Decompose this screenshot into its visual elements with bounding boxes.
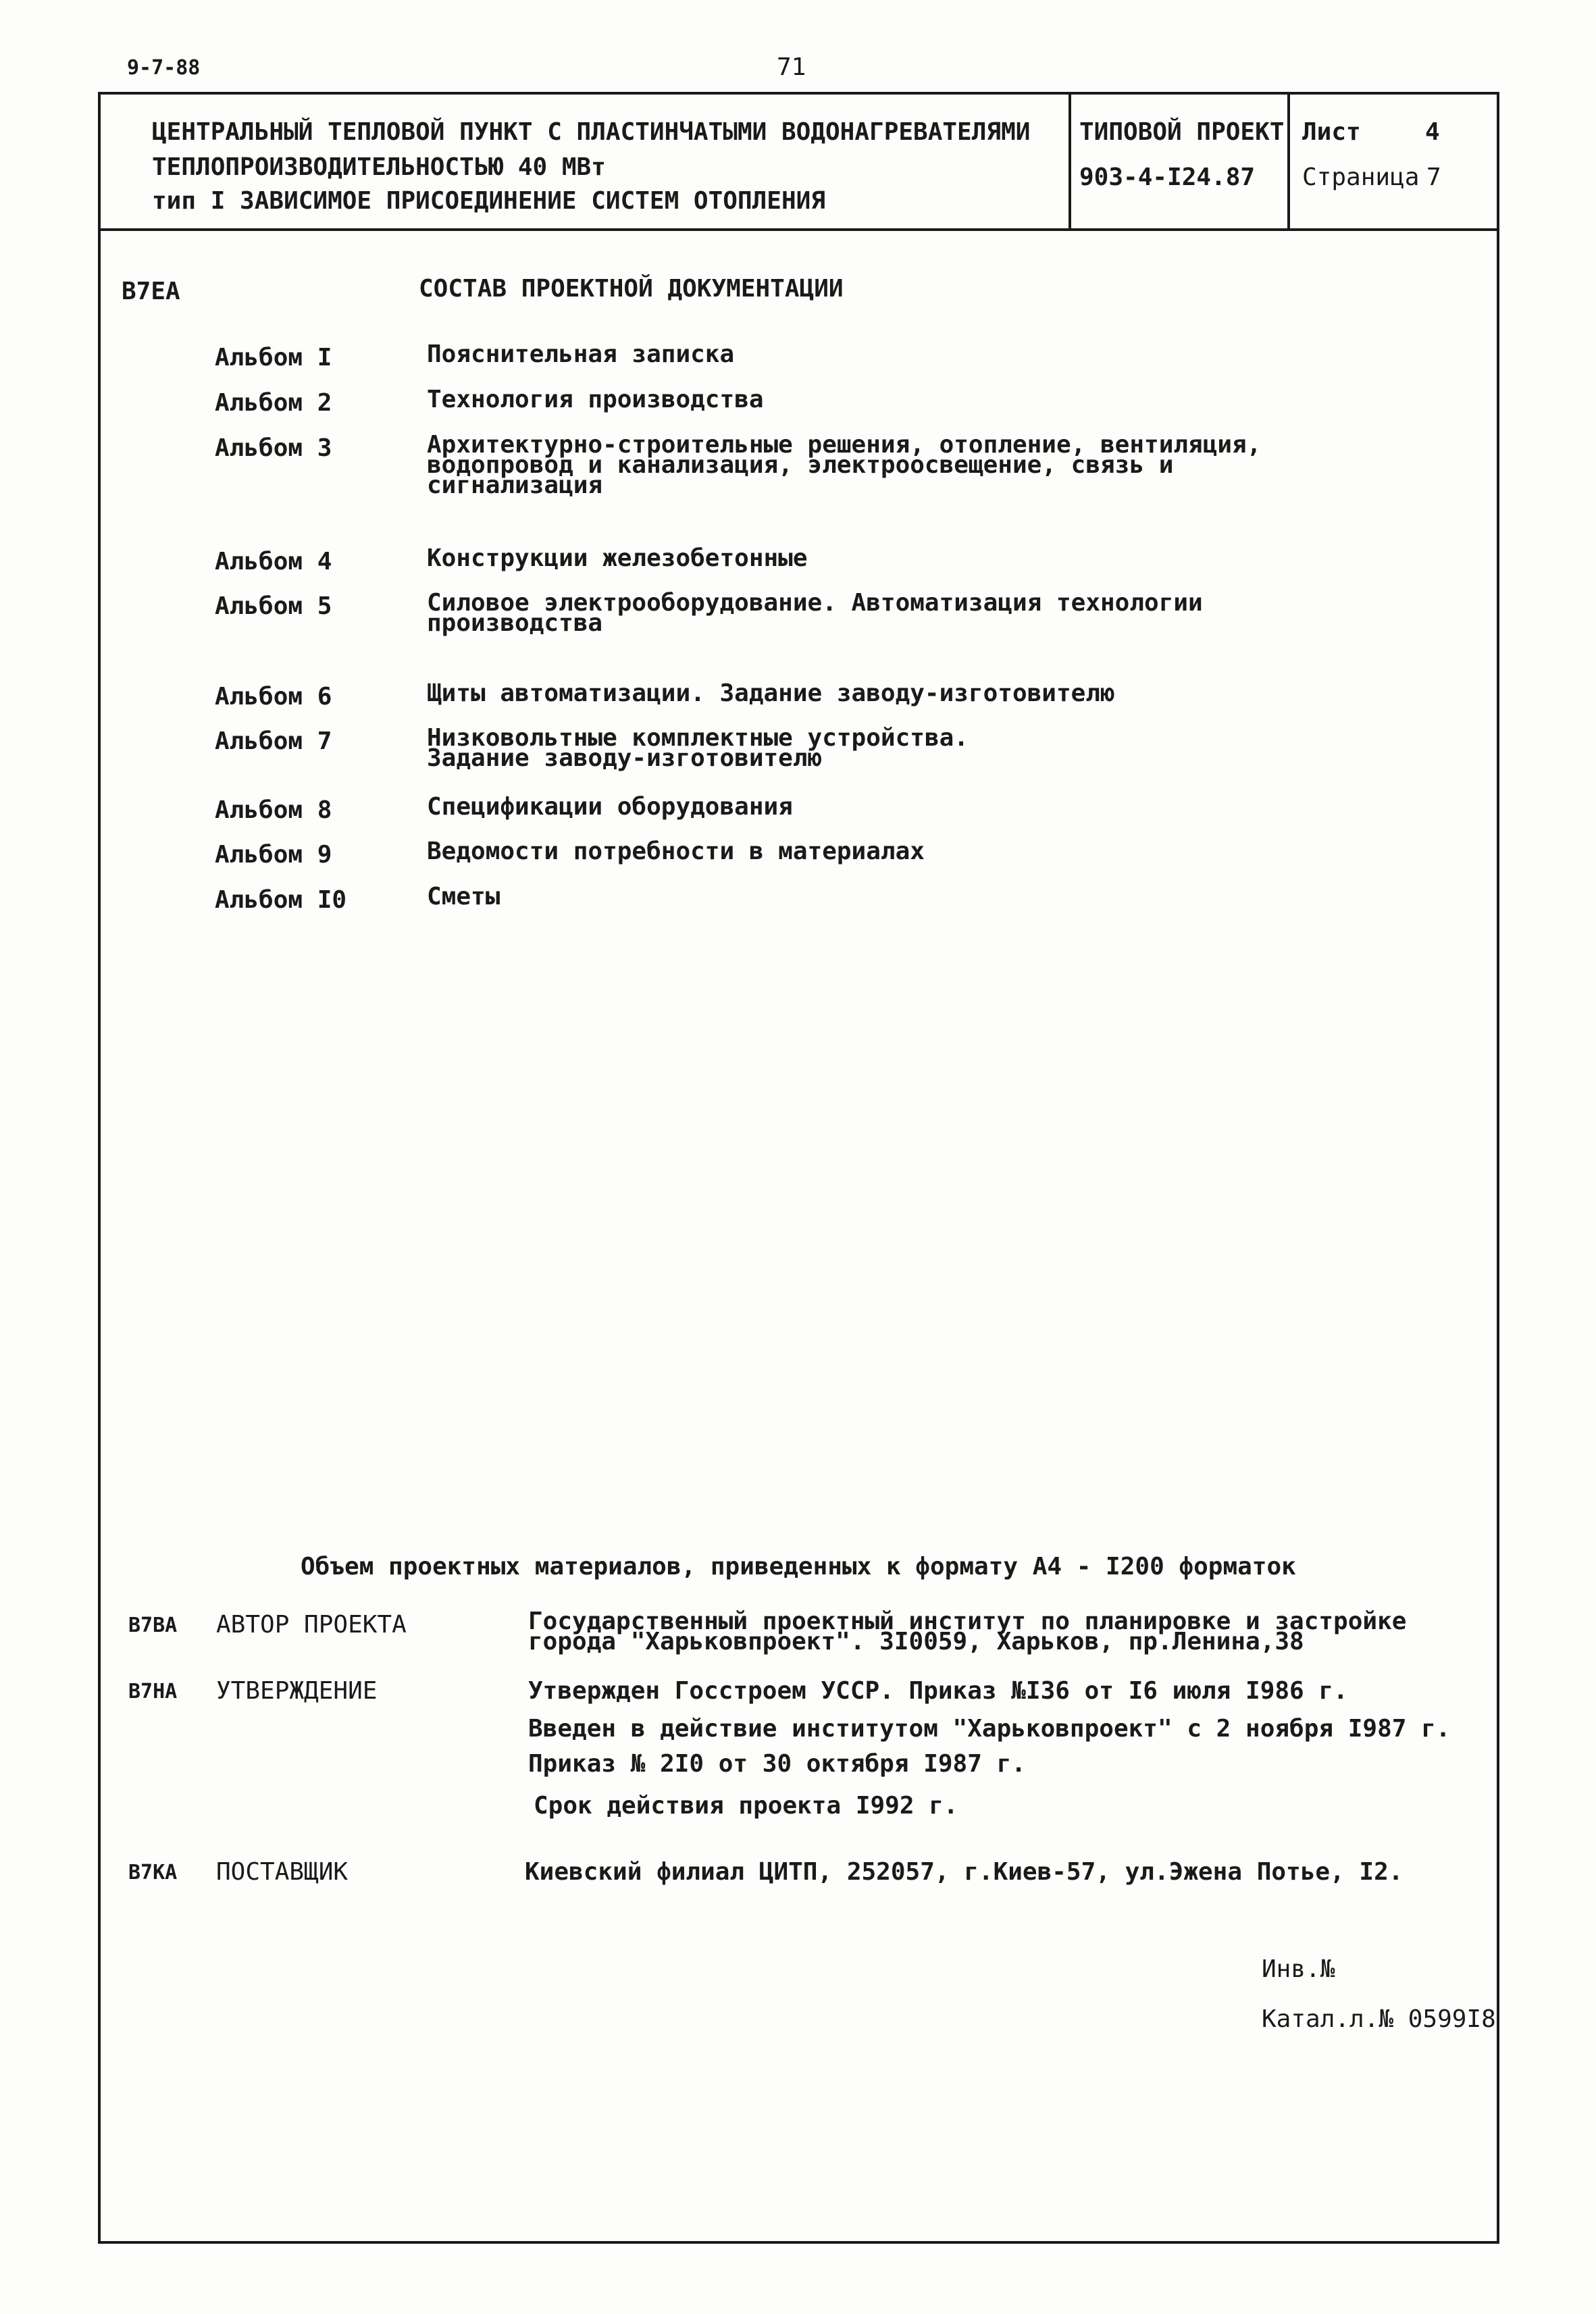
title-line-3: тип I ЗАВИСИМОЕ ПРИСОЕДИНЕНИЕ СИСТЕМ ОТОПЛЕНИЯ (152, 187, 825, 215)
album-label: Альбом 5 (215, 592, 332, 620)
sheet-value: 4 (1425, 118, 1440, 146)
page-value: 7 (1426, 163, 1441, 191)
composition-code: B7EA (122, 278, 180, 305)
album-label: Альбом I (215, 344, 332, 371)
album-title: Конструкции железобетонные (427, 544, 808, 572)
supplier-label: ПОСТАВЩИК (216, 1858, 349, 1886)
supplier-text: Киевский филиал ЦИТП, 252057, г.Киев-57, ул.Эжена Потье, I2. (525, 1858, 1404, 1886)
title-block-separator-1 (1069, 92, 1071, 231)
supplier-code: B7KA (128, 1861, 178, 1884)
album-label: Альбом 3 (215, 434, 332, 462)
album-title: Архитектурно-строительные решения, отопление, вентиляция, водопровод и канализация, электроосвещение, связь и сигнализация (427, 431, 1262, 499)
approval-code: B7HA (128, 1680, 178, 1703)
album-label: Альбом 9 (215, 841, 332, 869)
album-title: Сметы (427, 883, 500, 910)
approval-line-2: Введен в действие институтом "Харьковпроект" с 2 ноября I987 г. (528, 1715, 1451, 1743)
project-label: ТИПОВОЙ ПРОЕКТ (1079, 118, 1285, 146)
album-label: Альбом 6 (215, 683, 332, 711)
album-title: Силовое электрооборудование. Автоматизация технологии производства (427, 589, 1203, 637)
album-title: Технология производства (427, 386, 764, 413)
album-label: Альбом 7 (215, 727, 332, 755)
sheet-label: Лист (1302, 118, 1361, 146)
date-code: 9-7-88 (127, 56, 201, 80)
album-title: Низковольтные комплектные устройства. Задание заводу-изготовителю (427, 724, 969, 772)
album-label: Альбом I0 (215, 886, 347, 914)
composition-heading: СОСТАВ ПРОЕКТНОЙ ДОКУМЕНТАЦИИ (419, 275, 844, 303)
volume-line: Объем проектных материалов, приведенных к формату А4 - I200 форматок (301, 1553, 1296, 1580)
approval-line-3: Приказ № 2I0 от 30 октября I987 г. (528, 1750, 1026, 1778)
project-number: 903-4-I24.87 (1079, 163, 1256, 191)
page-label: Страница (1302, 163, 1420, 191)
album-title: Спецификации оборудования (427, 793, 793, 821)
title-line-2: ТЕПЛОПРОИЗВОДИТЕЛЬНОСТЬЮ 40 МВт (152, 153, 606, 181)
approval-label: УТВЕРЖДЕНИЕ (216, 1677, 378, 1705)
album-title: Пояснительная записка (427, 340, 735, 368)
album-title: Ведомости потребности в материалах (427, 838, 925, 865)
album-title: Щиты автоматизации. Задание заводу-изготовителю (427, 679, 1115, 707)
title-line-1: ЦЕНТРАЛЬНЫЙ ТЕПЛОВОЙ ПУНКТ С ПЛАСТИНЧАТЫМИ ВОДОНАГРЕВАТЕЛЯМИ (152, 118, 1031, 146)
author-text: Государственный проектный институт по планировке и застройке города "Харьковпроект". 3I0059, Харьков, пр.Ленина,38 (528, 1608, 1407, 1655)
title-block-separator-2 (1287, 92, 1290, 231)
inventory-label: Инв.№ (1262, 1955, 1335, 1983)
album-label: Альбом 4 (215, 548, 332, 575)
author-code: B7BA (128, 1614, 178, 1637)
album-label: Альбом 2 (215, 389, 332, 417)
approval-line-1: Утвержден Госстроем УССР. Приказ №I36 от I6 июля I986 г. (528, 1677, 1348, 1705)
album-label: Альбом 8 (215, 796, 332, 824)
catalog-number: Катал.л.№ 0599I8 (1262, 2005, 1496, 2033)
author-label: АВТОР ПРОЕКТА (216, 1611, 407, 1639)
approval-line-4: Срок действия проекта I992 г. (534, 1792, 958, 1820)
page-number: 71 (777, 53, 806, 81)
